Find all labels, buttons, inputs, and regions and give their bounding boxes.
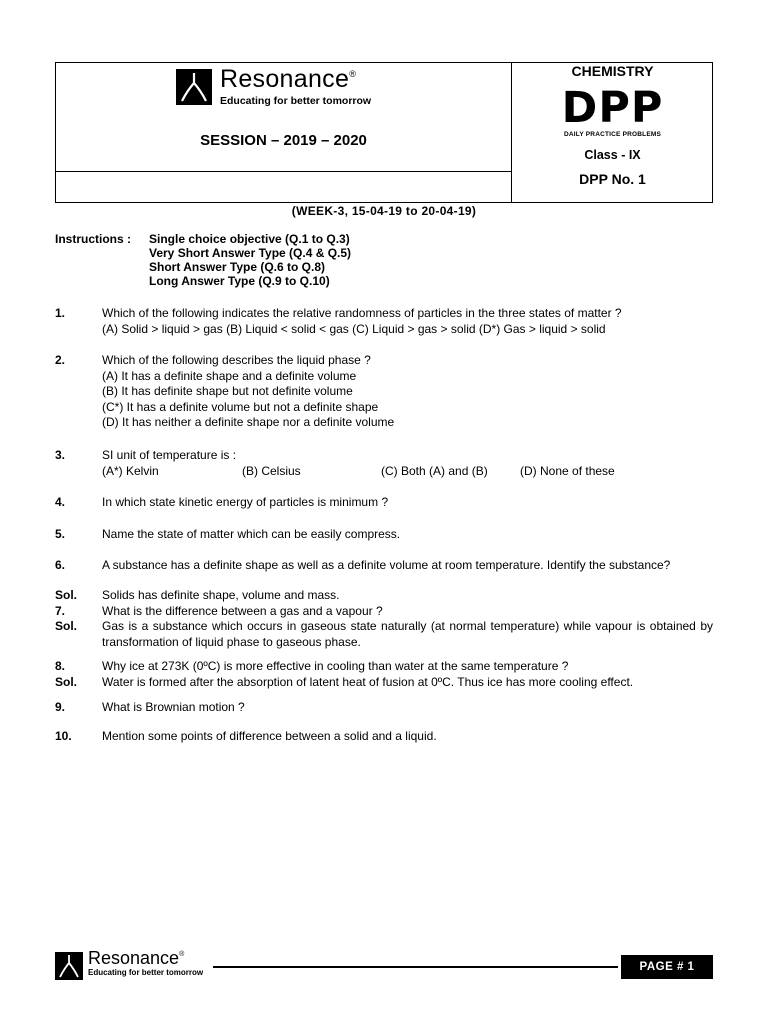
- question-text: Which of the following describes the liquid phase ?: [102, 353, 371, 367]
- week-range: (WEEK-3, 15-04-19 to 20-04-19): [291, 204, 477, 218]
- question-text: What is Brownian motion ?: [102, 700, 245, 714]
- solution-text: Gas is a substance which occurs in gaseous state naturally (at normal temperature) while vapour is obtained by transformation of liquid phase to gaseous phase.: [102, 619, 713, 649]
- question-number: 6.: [55, 558, 66, 572]
- question-number: 7.: [55, 604, 66, 618]
- question-text: In which state kinetic energy of particles is minimum ?: [102, 495, 389, 509]
- option: (C) Both (A) and (B): [381, 463, 488, 478]
- question-number: 8.: [55, 659, 66, 673]
- solution-label: Sol.: [55, 588, 78, 602]
- question-number: 4.: [55, 495, 66, 509]
- instruction-line: Long Answer Type (Q.9 to Q.10): [149, 274, 330, 288]
- instructions-list: [149, 232, 351, 288]
- question-number: 2.: [55, 353, 66, 367]
- solution-text: Water is formed after the absorption of latent heat of fusion at 0ºC. Thus ice has more cooling effect.: [102, 675, 634, 689]
- instruction-line: Very Short Answer Type (Q.4 & Q.5): [149, 246, 352, 260]
- question-number: 1.: [55, 306, 66, 320]
- question-text: Mention some points of difference between a solid and a liquid.: [102, 729, 437, 743]
- option: (D) It has neither a definite shape nor a definite volume: [102, 415, 395, 429]
- page-footer: [55, 948, 713, 982]
- question-text: Which of the following indicates the relative randomness of particles in the three states of matter ?: [102, 306, 622, 320]
- session-title: SESSION – 2019 – 2020: [200, 132, 367, 149]
- brand-tagline: Educating for better tomorrow: [220, 95, 372, 107]
- resonance-logo-icon: [55, 952, 83, 980]
- option: (A*) Kelvin: [102, 463, 159, 478]
- instruction-line: Short Answer Type (Q.6 to Q.8): [149, 260, 326, 274]
- footer-brand-tagline: Educating for better tomorrow: [88, 968, 204, 977]
- solution-label: Sol.: [55, 619, 78, 633]
- dpp-number: DPP No. 1: [579, 171, 646, 187]
- dpp-logo: DPP: [561, 83, 664, 133]
- option: (C*) It has a definite volume but not a definite shape: [102, 399, 379, 414]
- footer-brand-name: Resonance®: [88, 948, 185, 968]
- solution-label: Sol.: [55, 675, 78, 689]
- option: (B) Celsius: [242, 463, 301, 478]
- question-options: (A) Solid > liquid > gas (B) Liquid < solid < gas (C) Liquid > gas > solid (D*) Gas > liquid > solid: [102, 321, 606, 336]
- dpp-panel: [512, 63, 713, 202]
- question-number: 3.: [55, 448, 66, 462]
- option: (D) None of these: [520, 463, 615, 478]
- question-text: Why ice at 273K (0ºC) is more effective in cooling than water at the same temperature ?: [102, 659, 569, 673]
- instructions-label: Instructions :: [55, 232, 132, 246]
- footer-rule: [213, 966, 618, 968]
- question-text: Name the state of matter which can be easily compress.: [102, 527, 401, 541]
- header-box: [55, 62, 713, 203]
- dpp-fullform: DAILY PRACTICE PROBLEMS: [563, 131, 662, 138]
- subject-label: CHEMISTRY: [571, 63, 654, 79]
- instruction-line: Single choice objective (Q.1 to Q.3): [149, 232, 350, 246]
- question-text: A substance has a definite shape as well as a definite volume at room temperature. Identify the substance?: [102, 558, 671, 572]
- class-label: Class - IX: [584, 148, 641, 162]
- question-number: 10.: [55, 729, 72, 743]
- resonance-logo-icon: [176, 69, 212, 105]
- option: (A) It has a definite shape and a definite volume: [102, 368, 357, 383]
- header-divider-horizontal: [56, 171, 511, 172]
- brand-name: Resonance®: [220, 65, 357, 93]
- question-options: [102, 464, 713, 480]
- question-number: 5.: [55, 527, 66, 541]
- solution-text: Solids has definite shape, volume and mass.: [102, 588, 340, 602]
- question-number: 9.: [55, 700, 66, 714]
- question-text: SI unit of temperature is :: [102, 448, 237, 462]
- page-number-badge: PAGE # 1: [621, 955, 713, 979]
- question-text: What is the difference between a gas and a vapour ?: [102, 604, 383, 618]
- option: (B) It has definite shape but not definite volume: [102, 384, 353, 398]
